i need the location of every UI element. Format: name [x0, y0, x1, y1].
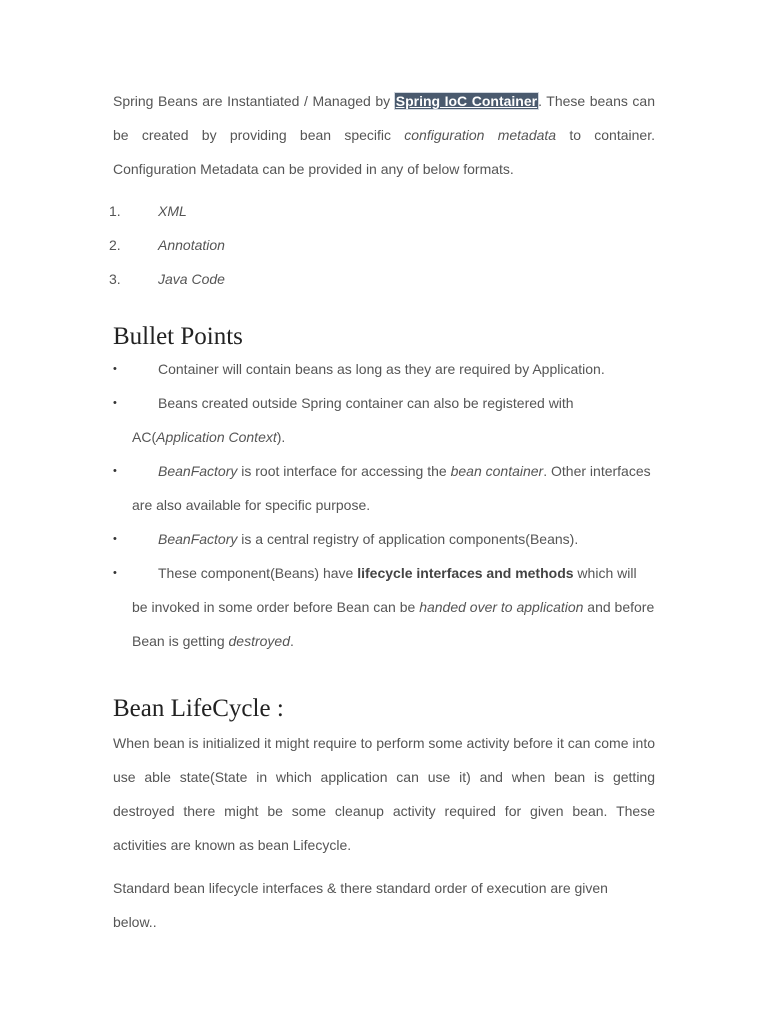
bullet-dot-icon: •	[113, 567, 117, 579]
bullet-item	[113, 556, 655, 658]
document-page	[109, 84, 656, 939]
bullet-italic: destroyed	[228, 633, 290, 649]
bullet-dot-icon: •	[113, 397, 117, 409]
bullet-text: Beans created outside Spring container can also be registered with AC(	[132, 395, 574, 445]
list-item-label: Annotation	[158, 237, 225, 253]
list-item	[109, 228, 655, 262]
highlighted-link[interactable]: Spring IoC Container	[395, 93, 538, 109]
bullet-item	[113, 454, 655, 522]
formats-list	[109, 194, 655, 296]
intro-paragraph	[113, 84, 655, 186]
section-heading-bean-lifecycle: Bean LifeCycle :	[113, 695, 284, 722]
bullet-italic: BeanFactory	[158, 531, 238, 547]
bullet-item	[113, 352, 655, 386]
list-number: 1.	[109, 203, 121, 219]
bullet-list	[113, 352, 655, 658]
bullet-item	[113, 386, 655, 454]
bullet-text: which will be invoked in some order before Bean can be	[132, 565, 637, 615]
bullet-text: and before Bean is getting	[132, 599, 655, 649]
bullet-text: ).	[276, 429, 286, 445]
list-number: 3.	[109, 271, 121, 287]
bullet-text: These component(Beans) have	[158, 565, 358, 581]
lifecycle-paragraph-2: Standard bean lifecycle interfaces & there standard order of execution are given below..	[113, 880, 608, 930]
bullet-italic: BeanFactory	[158, 463, 238, 479]
bullet-text: .	[290, 633, 294, 649]
lifecycle-paragraph: When bean is initialized it might require to perform some activity before it can come into use able state(State in which application can use it) and when bean is getting destroyed there might be some cleanup activity required for given bean. These activities are known as bean Lifecycle.	[113, 735, 655, 853]
intro-text-3: to container. Configuration Metadata can be provided in any of below formats.	[113, 127, 655, 177]
list-item	[109, 194, 655, 228]
bullet-text: . Other interfaces are also available for specific purpose.	[132, 463, 651, 513]
bullet-dot-icon: •	[113, 363, 117, 375]
section-heading-bullet-points: Bullet Points	[113, 323, 243, 350]
list-item-label: XML	[158, 203, 187, 219]
intro-text-1: Spring Beans are Instantiated / Managed by	[113, 93, 395, 109]
list-item	[109, 262, 655, 296]
bullet-italic: Application Context	[156, 429, 277, 445]
bullet-text: is a central registry of application components(Beans).	[237, 531, 579, 547]
bullet-italic: bean container	[450, 463, 544, 479]
list-item-label: Java Code	[158, 271, 225, 287]
list-number: 2.	[109, 237, 121, 253]
bullet-text: is root interface for accessing the	[237, 463, 451, 479]
bullet-italic: handed over to application	[419, 599, 584, 615]
intro-text-2: . These beans can be created by providing bean specific	[113, 93, 656, 143]
bullet-dot-icon: •	[113, 465, 117, 477]
bullet-text: Container will contain beans as long as they are required by Application.	[158, 361, 605, 377]
intro-italic: configuration metadata	[404, 127, 557, 143]
bullet-item	[113, 522, 655, 556]
bullet-dot-icon: •	[113, 533, 117, 545]
bullet-bold: lifecycle interfaces and methods	[357, 565, 574, 581]
